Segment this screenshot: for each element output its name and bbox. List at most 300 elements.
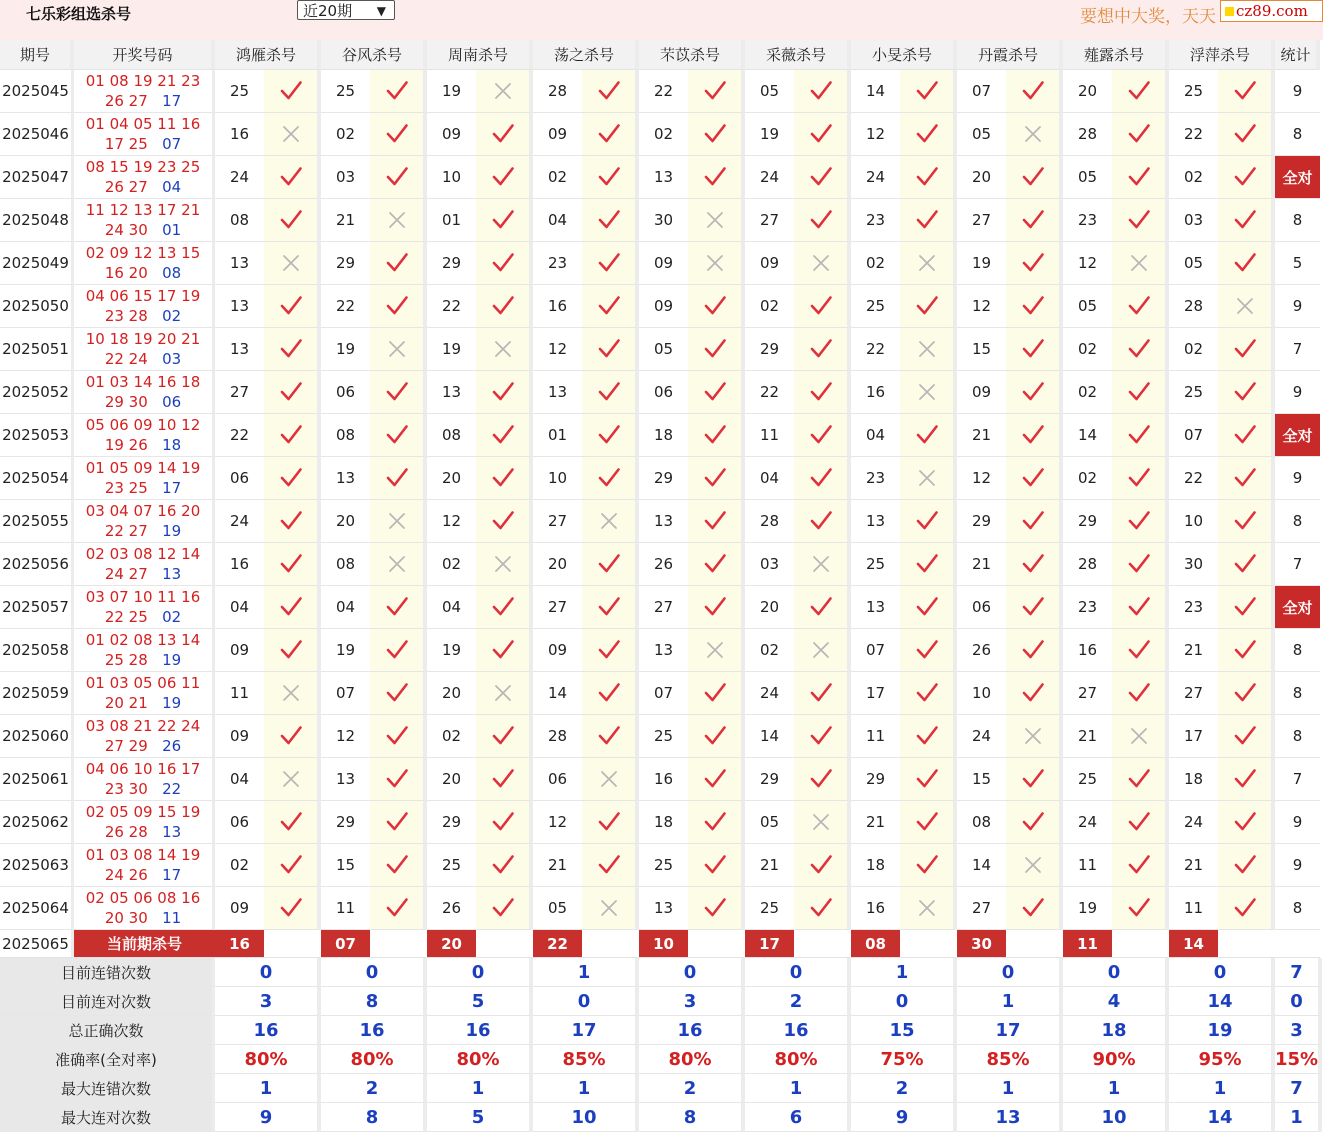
current-kill-label: 当前期杀号 xyxy=(74,930,215,958)
kill-number: 08 xyxy=(215,199,264,242)
kill-number: 05 xyxy=(957,113,1006,156)
kill-number: 12 xyxy=(851,113,900,156)
check-icon xyxy=(1218,543,1275,586)
draw-main-line1: 03 07 10 11 16 xyxy=(85,588,201,606)
check-icon xyxy=(476,629,533,672)
table-row xyxy=(0,500,1320,543)
check-icon xyxy=(264,70,321,113)
draw-main-line1: 03 08 21 22 24 xyxy=(85,717,201,735)
stats-value: 80% xyxy=(215,1045,321,1074)
kill-number: 22 xyxy=(851,328,900,371)
current-kill-number: 11 xyxy=(1063,930,1112,958)
cross-icon xyxy=(476,328,533,371)
kill-number: 22 xyxy=(321,285,370,328)
check-icon xyxy=(794,156,851,199)
stats-value: 0 xyxy=(1169,958,1275,987)
draw-numbers xyxy=(74,113,215,156)
check-icon xyxy=(582,586,639,629)
stats-value: 90% xyxy=(1063,1045,1169,1074)
current-period: 2025065 xyxy=(0,930,74,958)
cross-icon xyxy=(370,199,427,242)
kill-number: 25 xyxy=(745,887,794,930)
period-cell: 2025045 xyxy=(0,70,74,113)
stats-value: 19 xyxy=(1169,1016,1275,1045)
check-icon xyxy=(688,70,745,113)
kill-number: 19 xyxy=(427,629,476,672)
kill-number: 29 xyxy=(851,758,900,801)
kill-number: 04 xyxy=(321,586,370,629)
draw-numbers xyxy=(74,328,215,371)
kill-number: 13 xyxy=(427,371,476,414)
cross-icon xyxy=(900,242,957,285)
check-icon xyxy=(370,70,427,113)
kill-number: 28 xyxy=(1063,543,1112,586)
kill-number: 07 xyxy=(851,629,900,672)
check-icon xyxy=(476,371,533,414)
correct-count: 8 xyxy=(1275,715,1320,758)
check-icon xyxy=(476,199,533,242)
draw-main-line2: 24 27 xyxy=(104,565,148,583)
kill-number: 18 xyxy=(1169,758,1218,801)
stats-value: 85% xyxy=(957,1045,1063,1074)
draw-numbers xyxy=(74,715,215,758)
draw-main-line2: 26 27 xyxy=(104,178,148,196)
check-icon xyxy=(688,586,745,629)
stats-table xyxy=(0,958,1322,1132)
draw-main-line2: 26 27 xyxy=(104,92,148,110)
current-kill-number: 08 xyxy=(851,930,900,958)
check-icon xyxy=(1218,70,1275,113)
empty-cell xyxy=(900,930,957,958)
kill-number: 29 xyxy=(427,801,476,844)
empty-cell xyxy=(1006,930,1063,958)
stats-row xyxy=(0,958,1322,987)
stats-value: 3 xyxy=(215,987,321,1016)
cross-icon xyxy=(1006,113,1063,156)
stats-value: 2 xyxy=(639,1074,745,1103)
stats-value: 0 xyxy=(215,958,321,987)
table-row xyxy=(0,285,1320,328)
check-icon xyxy=(1112,758,1169,801)
draw-main-line2: 27 29 xyxy=(104,737,148,755)
kill-number: 24 xyxy=(1169,801,1218,844)
draw-numbers xyxy=(74,629,215,672)
kill-number: 05 xyxy=(1063,156,1112,199)
kill-number: 02 xyxy=(215,844,264,887)
draw-main-line1: 01 03 05 06 11 xyxy=(85,674,201,692)
stats-row xyxy=(0,1045,1322,1074)
stats-label: 目前连对次数 xyxy=(0,987,215,1016)
check-icon xyxy=(1006,887,1063,930)
kill-number: 12 xyxy=(321,715,370,758)
stats-value: 15 xyxy=(851,1016,957,1045)
all-correct-badge: 全对 xyxy=(1275,586,1320,629)
check-icon xyxy=(1112,586,1169,629)
kill-number: 16 xyxy=(851,887,900,930)
period-cell: 2025059 xyxy=(0,672,74,715)
draw-special-number: 13 xyxy=(162,823,182,841)
kill-number: 06 xyxy=(533,758,582,801)
check-icon xyxy=(264,457,321,500)
check-icon xyxy=(582,672,639,715)
correct-count: 9 xyxy=(1275,844,1320,887)
check-icon xyxy=(582,242,639,285)
stats-value: 80% xyxy=(321,1045,427,1074)
stats-value: 5 xyxy=(427,987,533,1016)
check-icon xyxy=(264,887,321,930)
kill-number: 30 xyxy=(1169,543,1218,586)
kill-number: 06 xyxy=(957,586,1006,629)
check-icon xyxy=(900,844,957,887)
kill-number: 06 xyxy=(215,457,264,500)
period-cell: 2025062 xyxy=(0,801,74,844)
table-row xyxy=(0,156,1320,199)
check-icon xyxy=(688,801,745,844)
kill-number: 24 xyxy=(215,156,264,199)
period-cell: 2025052 xyxy=(0,371,74,414)
stats-value: 2 xyxy=(851,1074,957,1103)
check-icon xyxy=(476,414,533,457)
draw-special-number: 11 xyxy=(162,909,182,927)
check-icon xyxy=(1112,199,1169,242)
kill-number: 28 xyxy=(1169,285,1218,328)
check-icon xyxy=(370,672,427,715)
stats-value: 8 xyxy=(639,1103,745,1132)
kill-number: 29 xyxy=(745,328,794,371)
kill-number: 23 xyxy=(533,242,582,285)
check-icon xyxy=(1006,285,1063,328)
correct-count: 8 xyxy=(1275,113,1320,156)
draw-special-number: 02 xyxy=(162,307,182,325)
cross-icon xyxy=(900,457,957,500)
kill-number: 13 xyxy=(639,500,688,543)
kill-number: 13 xyxy=(639,156,688,199)
kill-number: 17 xyxy=(1169,715,1218,758)
kill-number: 22 xyxy=(215,414,264,457)
check-icon xyxy=(476,887,533,930)
column-header: 丹霞杀号 xyxy=(957,40,1063,70)
kill-number: 15 xyxy=(957,328,1006,371)
cross-icon xyxy=(264,672,321,715)
draw-main-line2: 22 24 xyxy=(104,350,148,368)
cross-icon xyxy=(900,371,957,414)
kill-number: 16 xyxy=(215,113,264,156)
kill-number: 26 xyxy=(639,543,688,586)
stats-value: 1 xyxy=(957,987,1063,1016)
kill-number: 13 xyxy=(639,887,688,930)
draw-main-line2: 23 28 xyxy=(104,307,148,325)
kill-number: 25 xyxy=(1169,70,1218,113)
table-row xyxy=(0,371,1320,414)
kill-number: 28 xyxy=(533,715,582,758)
check-icon xyxy=(1112,844,1169,887)
check-icon xyxy=(1006,457,1063,500)
stats-value: 8 xyxy=(321,987,427,1016)
check-icon xyxy=(370,629,427,672)
kill-number: 21 xyxy=(1169,629,1218,672)
all-correct-badge: 全对 xyxy=(1275,156,1320,199)
period-cell: 2025051 xyxy=(0,328,74,371)
check-icon xyxy=(1218,457,1275,500)
check-icon xyxy=(476,113,533,156)
kill-number: 27 xyxy=(533,586,582,629)
check-icon xyxy=(688,715,745,758)
kill-number: 14 xyxy=(957,844,1006,887)
column-header: 小旻杀号 xyxy=(851,40,957,70)
check-icon xyxy=(794,414,851,457)
draw-main-line1: 01 02 08 13 14 xyxy=(85,631,201,649)
stats-label: 目前连错次数 xyxy=(0,958,215,987)
period-cell: 2025050 xyxy=(0,285,74,328)
stats-label: 准确率(全对率) xyxy=(0,1045,215,1074)
kill-number: 10 xyxy=(1169,500,1218,543)
site-logo[interactable] xyxy=(1220,0,1323,22)
draw-main-line2: 22 25 xyxy=(104,608,148,626)
check-icon xyxy=(582,371,639,414)
check-icon xyxy=(688,672,745,715)
current-kill-number: 16 xyxy=(215,930,264,958)
stats-value: 80% xyxy=(639,1045,745,1074)
kill-number: 09 xyxy=(533,113,582,156)
kill-number: 13 xyxy=(639,629,688,672)
stats-label: 最大连错次数 xyxy=(0,1074,215,1103)
check-icon xyxy=(1006,672,1063,715)
kill-number: 05 xyxy=(639,328,688,371)
kill-number: 25 xyxy=(427,844,476,887)
kill-number: 27 xyxy=(639,586,688,629)
kill-number: 25 xyxy=(215,70,264,113)
table-row xyxy=(0,629,1320,672)
kill-number: 15 xyxy=(957,758,1006,801)
kill-number: 11 xyxy=(1063,844,1112,887)
kill-number: 29 xyxy=(1063,500,1112,543)
kill-number: 27 xyxy=(745,199,794,242)
period-cell: 2025063 xyxy=(0,844,74,887)
kill-number: 21 xyxy=(957,543,1006,586)
kill-number: 07 xyxy=(957,70,1006,113)
draw-special-number: 01 xyxy=(162,221,182,239)
stats-value: 16 xyxy=(427,1016,533,1045)
kill-number: 20 xyxy=(427,758,476,801)
check-icon xyxy=(794,758,851,801)
check-icon xyxy=(900,715,957,758)
draw-numbers xyxy=(74,70,215,113)
empty-cell xyxy=(476,930,533,958)
check-icon xyxy=(794,70,851,113)
stats-row xyxy=(0,1016,1322,1045)
check-icon xyxy=(794,328,851,371)
kill-number: 11 xyxy=(1169,887,1218,930)
correct-count: 8 xyxy=(1275,629,1320,672)
draw-main-line2: 26 28 xyxy=(104,823,148,841)
period-cell: 2025061 xyxy=(0,758,74,801)
cross-icon xyxy=(264,242,321,285)
kill-number: 03 xyxy=(321,156,370,199)
draw-numbers xyxy=(74,285,215,328)
kill-number: 08 xyxy=(957,801,1006,844)
kill-number: 29 xyxy=(639,457,688,500)
kill-number: 10 xyxy=(533,457,582,500)
current-kill-number: 07 xyxy=(321,930,370,958)
kill-number: 23 xyxy=(851,199,900,242)
stats-value: 80% xyxy=(745,1045,851,1074)
column-header: 采薇杀号 xyxy=(745,40,851,70)
kill-number: 16 xyxy=(215,543,264,586)
period-cell: 2025054 xyxy=(0,457,74,500)
draw-main-line2: 17 25 xyxy=(104,135,148,153)
stats-value: 7 xyxy=(1275,958,1322,987)
kill-number: 29 xyxy=(427,242,476,285)
draw-numbers xyxy=(74,199,215,242)
draw-numbers xyxy=(74,457,215,500)
check-icon xyxy=(900,543,957,586)
check-icon xyxy=(264,371,321,414)
cross-icon xyxy=(1112,715,1169,758)
stats-value: 4 xyxy=(1063,987,1169,1016)
table-row xyxy=(0,414,1320,457)
check-icon xyxy=(370,586,427,629)
kill-number: 08 xyxy=(427,414,476,457)
stats-label: 总正确次数 xyxy=(0,1016,215,1045)
check-icon xyxy=(900,672,957,715)
stats-row xyxy=(0,987,1322,1016)
kill-number: 27 xyxy=(957,199,1006,242)
cross-icon xyxy=(264,113,321,156)
empty-cell xyxy=(582,930,639,958)
period-select[interactable] xyxy=(297,0,395,20)
kill-number: 23 xyxy=(1169,586,1218,629)
kill-number: 29 xyxy=(321,242,370,285)
current-period-row xyxy=(0,930,1320,958)
kill-number: 02 xyxy=(851,242,900,285)
draw-main-line1: 05 06 09 10 12 xyxy=(85,416,201,434)
draw-main-line2: 24 26 xyxy=(104,866,148,884)
kill-number: 16 xyxy=(1063,629,1112,672)
check-icon xyxy=(688,414,745,457)
table-row xyxy=(0,715,1320,758)
check-icon xyxy=(900,758,957,801)
check-icon xyxy=(370,414,427,457)
kill-number: 20 xyxy=(745,586,794,629)
kill-number: 27 xyxy=(533,500,582,543)
correct-count: 8 xyxy=(1275,887,1320,930)
cross-icon xyxy=(370,328,427,371)
check-icon xyxy=(688,887,745,930)
kill-number: 23 xyxy=(851,457,900,500)
check-icon xyxy=(688,500,745,543)
kill-number: 19 xyxy=(427,328,476,371)
kill-number: 22 xyxy=(1169,113,1218,156)
check-icon xyxy=(1218,328,1275,371)
check-icon xyxy=(370,371,427,414)
kill-number: 08 xyxy=(321,543,370,586)
check-icon xyxy=(688,543,745,586)
check-icon xyxy=(900,70,957,113)
cross-icon xyxy=(688,242,745,285)
kill-number: 16 xyxy=(533,285,582,328)
stats-value: 75% xyxy=(851,1045,957,1074)
kill-number: 06 xyxy=(639,371,688,414)
check-icon xyxy=(476,758,533,801)
stats-value: 8 xyxy=(321,1103,427,1132)
check-icon xyxy=(476,801,533,844)
kill-number: 13 xyxy=(321,758,370,801)
check-icon xyxy=(794,586,851,629)
kill-number: 18 xyxy=(851,844,900,887)
kill-number: 16 xyxy=(851,371,900,414)
check-icon xyxy=(582,156,639,199)
current-kill-number: 10 xyxy=(639,930,688,958)
draw-special-number: 08 xyxy=(162,264,182,282)
check-icon xyxy=(370,457,427,500)
stats-value: 95% xyxy=(1169,1045,1275,1074)
kill-number: 04 xyxy=(215,758,264,801)
kill-number: 25 xyxy=(1169,371,1218,414)
kill-number: 02 xyxy=(427,715,476,758)
check-icon xyxy=(794,500,851,543)
stats-value: 16 xyxy=(215,1016,321,1045)
kill-number: 19 xyxy=(321,328,370,371)
check-icon xyxy=(794,113,851,156)
kill-number: 23 xyxy=(1063,586,1112,629)
kill-number: 04 xyxy=(745,457,794,500)
stats-value: 1 xyxy=(851,958,957,987)
check-icon xyxy=(900,629,957,672)
kill-number: 25 xyxy=(851,543,900,586)
check-icon xyxy=(370,156,427,199)
kill-number: 05 xyxy=(1169,242,1218,285)
kill-number: 25 xyxy=(851,285,900,328)
table-row xyxy=(0,672,1320,715)
kill-number: 10 xyxy=(427,156,476,199)
kill-number: 03 xyxy=(1169,199,1218,242)
kill-number: 12 xyxy=(957,457,1006,500)
cross-icon xyxy=(794,629,851,672)
draw-main-line1: 03 04 07 16 20 xyxy=(85,502,201,520)
draw-main-line2: 20 30 xyxy=(104,909,148,927)
check-icon xyxy=(794,371,851,414)
kill-number: 20 xyxy=(1063,70,1112,113)
kill-number: 06 xyxy=(321,371,370,414)
kill-number: 04 xyxy=(533,199,582,242)
table-row xyxy=(0,801,1320,844)
check-icon xyxy=(1218,758,1275,801)
kill-number: 13 xyxy=(215,285,264,328)
kill-number: 05 xyxy=(1063,285,1112,328)
check-icon xyxy=(264,543,321,586)
kill-number: 02 xyxy=(427,543,476,586)
correct-count: 9 xyxy=(1275,285,1320,328)
cross-icon xyxy=(476,672,533,715)
check-icon xyxy=(1112,285,1169,328)
check-icon xyxy=(1218,113,1275,156)
check-icon xyxy=(1006,543,1063,586)
cross-icon xyxy=(900,887,957,930)
period-cell: 2025049 xyxy=(0,242,74,285)
period-cell: 2025048 xyxy=(0,199,74,242)
check-icon xyxy=(582,801,639,844)
draw-special-number: 19 xyxy=(162,522,182,540)
correct-count: 8 xyxy=(1275,500,1320,543)
kill-number: 02 xyxy=(321,113,370,156)
draw-main-line2: 20 21 xyxy=(104,694,148,712)
check-icon xyxy=(1006,70,1063,113)
slogan-banner[interactable]: 要想中大奖，天天 xyxy=(1080,7,1216,27)
draw-main-line1: 01 05 09 14 19 xyxy=(85,459,201,477)
draw-numbers xyxy=(74,758,215,801)
kill-number: 12 xyxy=(1063,242,1112,285)
column-header: 薤露杀号 xyxy=(1063,40,1169,70)
